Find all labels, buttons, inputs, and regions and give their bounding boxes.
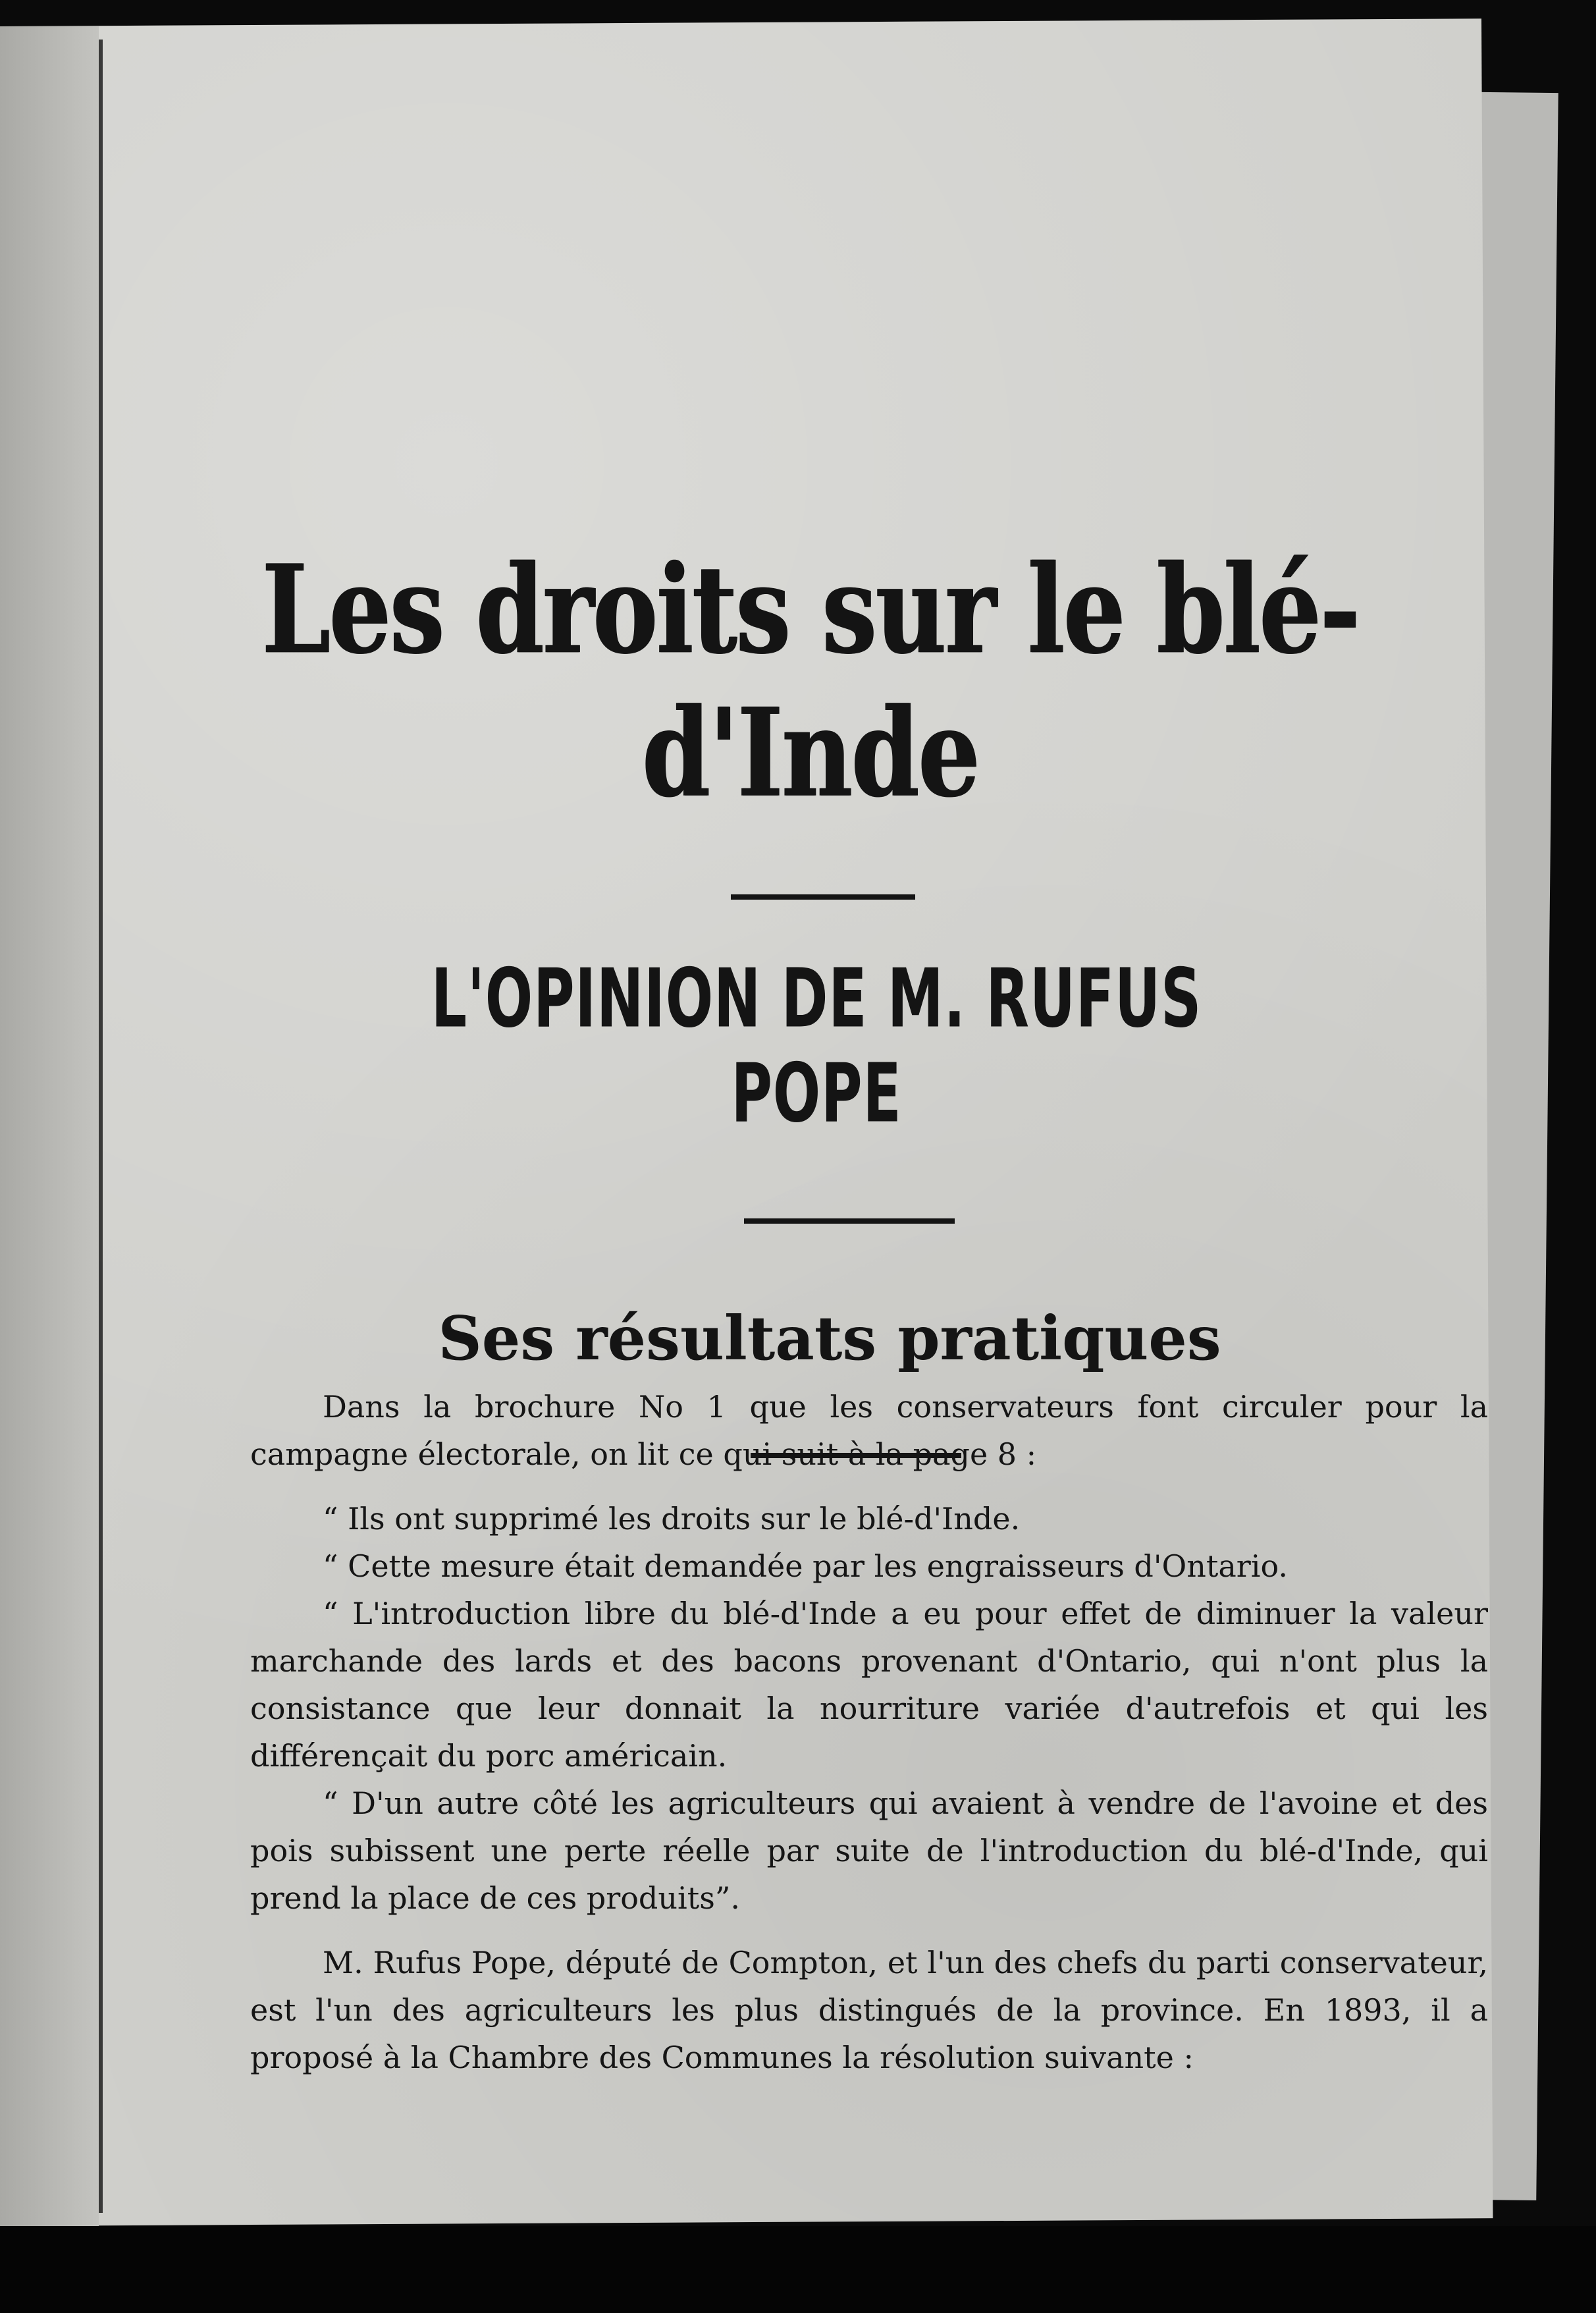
section-heading: Ses résultats pratiques bbox=[438, 1303, 1221, 1374]
page-subtitle: L'OPINION DE M. RUFUS POPE bbox=[431, 951, 1202, 1141]
quote-paragraph: “ D'un autre côté les agriculteurs qui avaient à vendre de l'avoine et des pois subissent une perte réelle par suite de l'introduction du blé-d'Inde, qui prend la place de ces produits”. bbox=[250, 1785, 1488, 1916]
quote-paragraph: “ L'introduction libre du blé-d'Inde a eu pour effet de diminuer la valeur marchande des lards et des bacons provenant d'Ontario, qui n'ont plus la consistance que leur donnait la nourriture variée d'autrefois et qui les différençait du porc américain. bbox=[250, 1596, 1488, 1774]
fold-line bbox=[99, 40, 103, 2213]
scan-border bbox=[0, 2226, 1596, 2313]
intro-paragraph: Dans la brochure No 1 que les conservateurs font circuler pour la campagne électorale, on lit ce qui suit à la page 8 : bbox=[250, 1389, 1488, 1472]
divider-rule bbox=[744, 1218, 955, 1224]
closing-paragraph: M. Rufus Pope, député de Compton, et l'un des chefs du parti conservateur, est l'un des agriculteurs les plus distingués de la province. En 1893, il a proposé à la Chambre des Communes la résolution suivante : bbox=[250, 1945, 1488, 2075]
fold-shadow bbox=[0, 26, 99, 2226]
quote-paragraph: “ Ils ont supprimé les droits sur le blé-d'Inde. bbox=[323, 1501, 1021, 1537]
document-header bbox=[230, 537, 1521, 1458]
body-text bbox=[250, 1383, 1488, 2081]
quote-paragraph: “ Cette mesure était demandée par les engraisseurs d'Ontario. bbox=[323, 1548, 1288, 1584]
page-title: Les droits sur le blé-d'Inde bbox=[261, 537, 1359, 825]
divider-rule bbox=[731, 894, 915, 900]
